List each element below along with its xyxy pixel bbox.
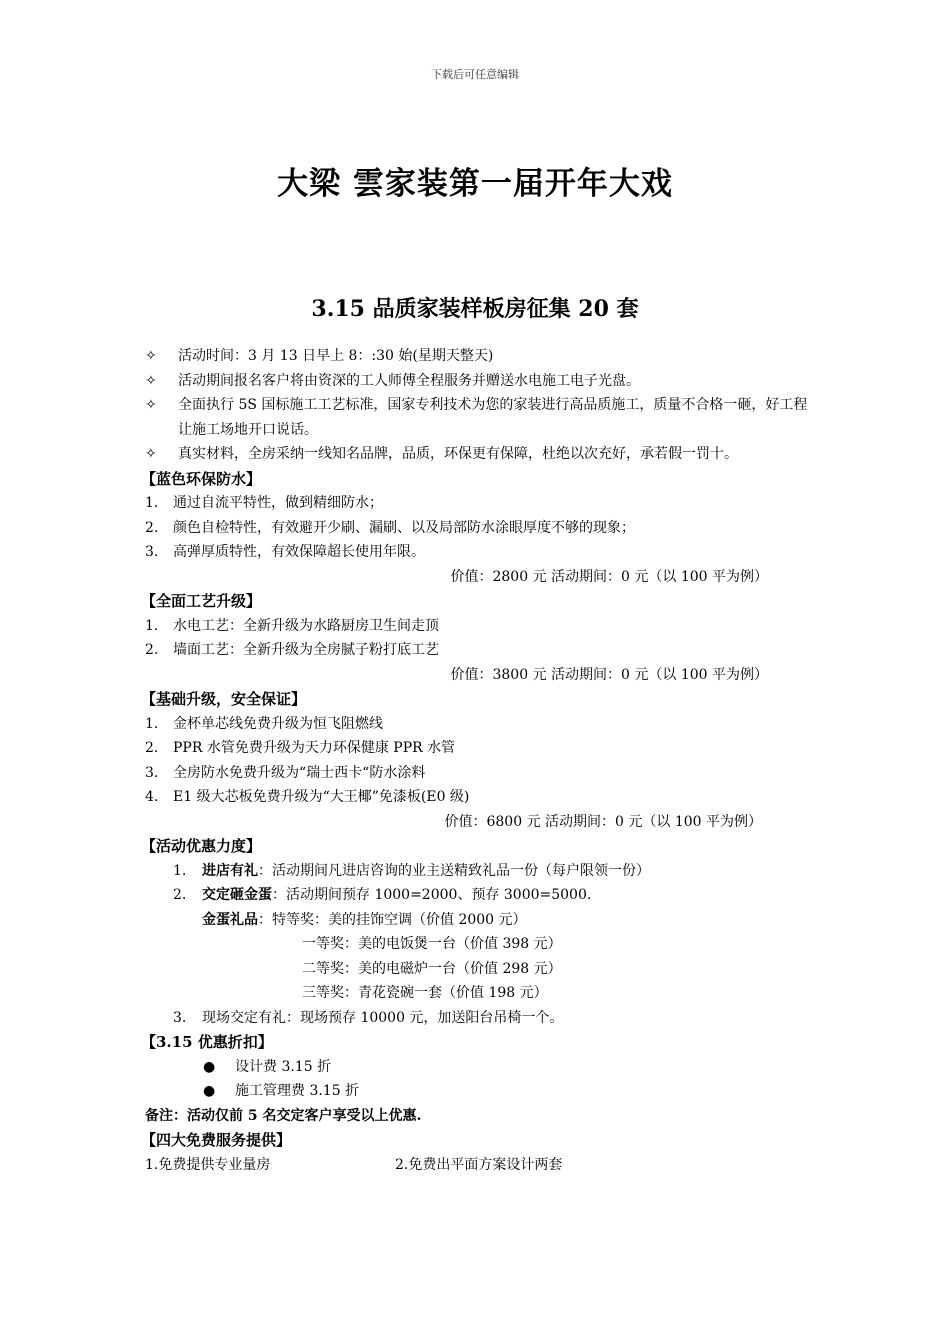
price-line: 价值：3800 元 活动期间：0 元（以 100 平为例）	[450, 666, 768, 683]
section-heading-safety: 【基础升级，安全保证】	[141, 690, 307, 708]
list-item: 3. 高弹厚质特性，有效保障超长使用年限。	[145, 544, 425, 560]
prize-line: 金蛋礼品：特等奖：美的挂饰空调（价值 2000 元）	[202, 911, 527, 928]
diamond-bullet-icon: ✧	[145, 446, 157, 462]
section-heading-craft: 【全面工艺升级】	[141, 592, 262, 610]
list-item: 2. 颜色自检特性，有效避开少刷、漏刷、以及局部防水涂眼厚度不够的现象；	[145, 519, 635, 536]
section-heading-discount: 【3.15 优惠折扣】	[141, 1033, 273, 1051]
section-heading-free: 【四大免费服务提供】	[141, 1131, 292, 1149]
remark: 备注：活动仅前 5 名交定客户享受以上优惠.	[145, 1107, 422, 1124]
dot-bullet-icon: ●	[203, 1058, 216, 1075]
prize-line: 三等奖：青花瓷碗一套（价值 198 元）	[302, 985, 548, 1001]
prize-line: 一等奖：美的电饭煲一台（价值 398 元）	[302, 936, 562, 952]
diamond-bullet-icon: ✧	[145, 348, 157, 364]
intro-item: ✧ 活动时间：3 月 13 日早上 8：:30 始(星期天整天)	[145, 344, 810, 369]
section-heading-promo: 【活动优惠力度】	[141, 837, 262, 855]
list-item: ● 设计费 3.15 折	[145, 1055, 810, 1080]
dot-bullet-icon: ●	[203, 1083, 216, 1099]
list-item: 1. 金杯单芯线免费升级为恒飞阻燃线	[145, 715, 383, 732]
price-line: 价值：6800 元 活动期间：0 元（以 100 平为例）	[444, 813, 762, 830]
intro-item: ✧ 活动期间报名客户将由资深的工人师傅全程服务并赠送水电施工电子光盘。	[145, 369, 810, 394]
document-body	[141, 344, 810, 1177]
diamond-bullet-icon: ✧	[145, 372, 157, 389]
list-item: 2. PPR 水管免费升级为天力环保健康 PPR 水管	[145, 740, 456, 756]
free-service-item: 1.免费提供专业量房	[145, 1156, 271, 1173]
prize-line: 二等奖：美的电磁炉一台（价值 298 元）	[302, 960, 562, 977]
page-subtitle: 3.15 品质家装样板房征集 20 套	[311, 296, 639, 322]
list-item: 3. 现场交定有礼：现场预存 10000 元，加送阳台吊椅一个。	[173, 1009, 564, 1026]
free-services-row	[145, 1153, 810, 1178]
list-item: 2. 墙面工艺：全新升级为全房腻子粉打底工艺	[145, 642, 439, 658]
list-item: 1. 水电工艺：全新升级为水路厨房卫生间走顶	[145, 617, 439, 634]
list-item: 3. 全房防水免费升级为“瑞士西卡“防水涂料	[145, 764, 426, 781]
page-title: 大梁 雲家装第一届开年大戏	[277, 166, 673, 202]
list-item: ● 施工管理费 3.15 折	[145, 1079, 810, 1104]
header-note: 下载后可任意编辑	[431, 68, 519, 81]
list-item: 4. E1 级大芯板免费升级为“大王椰”免漆板(E0 级)	[145, 789, 470, 805]
intro-item: ✧ 真实材料，全房采纳一线知名品牌，品质，环保更有保障，杜绝以次充好，承若假一罚十。	[145, 442, 810, 467]
intro-item: ✧ 全面执行 5S 国标施工工艺标准，国家专利技术为您的家装进行高品质施工，质量不合格一砸，好工程让施工场地开口说话。	[145, 393, 810, 442]
diamond-bullet-icon: ✧	[145, 397, 157, 413]
section-heading-waterproof: 【蓝色环保防水】	[141, 469, 262, 488]
list-item: 1. 通过自流平特性，做到精细防水；	[145, 495, 383, 511]
price-line: 价值：2800 元 活动期间：0 元（以 100 平为例）	[450, 568, 768, 585]
free-service-item: 2.免费出平面方案设计两套	[395, 1156, 563, 1173]
list-item: 2. 交定砸金蛋：活动期间预存 1000=2000、预存 3000=5000.	[173, 887, 592, 903]
list-item: 1. 进店有礼：活动期间凡进店咨询的业主送精致礼品一份（每户限领一份）	[173, 862, 650, 879]
